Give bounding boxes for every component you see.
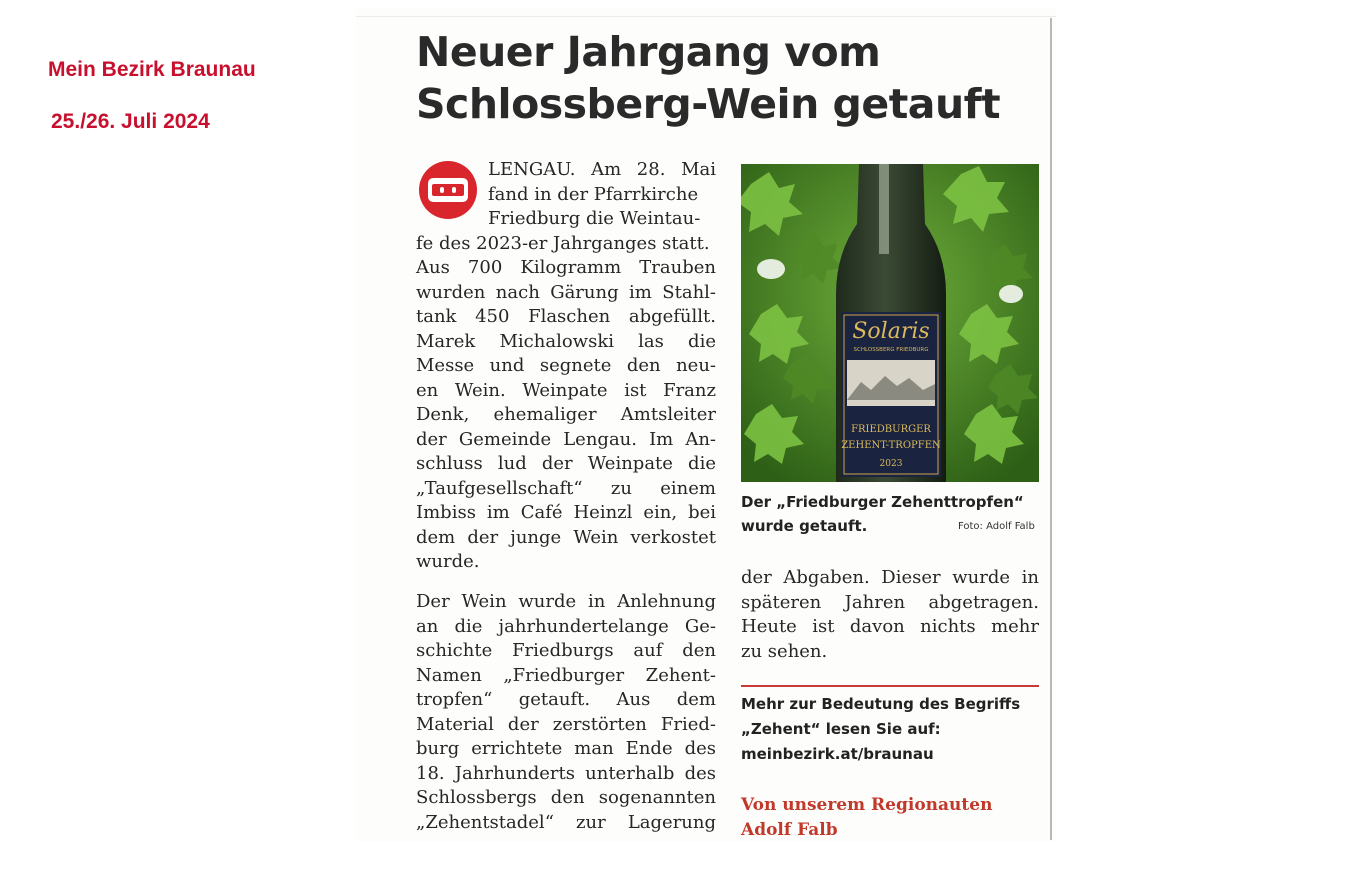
body-line: Messe und segnete den neu- [416, 355, 716, 376]
caption-line: wurde getauft. [741, 517, 868, 535]
body-line: an die jahrhundertelange Ge- [416, 615, 716, 637]
source-name: Mein Bezirk Braunau [48, 58, 256, 81]
body-line: fand in der Pfarrkirche [488, 183, 699, 205]
article-body-intro [488, 158, 716, 232]
body-line: tropfen“ getauft. Aus dem [416, 689, 716, 710]
more-info-box [741, 692, 1039, 767]
bottle-label-year: 2023 [879, 459, 903, 469]
article-author [741, 793, 1039, 843]
body-line: Namen „Friedburger Zehent- [416, 664, 716, 686]
bottle-label-line1: FRIEDBURGER [851, 424, 931, 435]
source-date: 25./26. Juli 2024 [51, 110, 210, 133]
body-line: Imbiss im Café Heinzl ein, bei [416, 502, 716, 523]
body-line: fe des 2023-er Jahrganges statt. [416, 232, 710, 254]
infobox-divider [741, 685, 1039, 687]
body-line: dem der junge Wein verkostet [416, 526, 716, 548]
article-body-continuation [741, 566, 1039, 664]
bottle-label-brand: Solaris [852, 319, 930, 344]
article-body-intro-end [416, 232, 716, 257]
headline-line: Schlossberg-Wein getauft [416, 80, 1001, 128]
body-line: wurde. [416, 551, 480, 572]
body-line: wurden nach Gärung im Stahl- [416, 281, 716, 303]
infobox-line: Mehr zur Bedeutung des Begriffs [741, 695, 1021, 713]
wine-bottle-photo [741, 164, 1039, 482]
author-name: Adolf Falb [741, 820, 838, 840]
body-line: der Gemeinde Lengau. Im An- [416, 428, 716, 450]
infobox-line: „Zehent“ lesen Sie auf: [741, 720, 941, 738]
body-line: en Wein. Weinpate ist Franz [416, 379, 716, 401]
clipping-top-edge [356, 16, 1056, 17]
body-line: schichte Friedburgs auf den [416, 640, 716, 661]
body-line: zu sehen. [741, 640, 828, 662]
body-line: Denk, ehemaliger Amtsleiter [416, 404, 716, 425]
body-line: „Zehentstadel“ zur Lagerung [416, 811, 716, 833]
article-headline [416, 26, 1046, 130]
bottle-label-sub: SCHLOSSBERG FRIEDBURG [853, 347, 929, 353]
body-line: schluss lud der Weinpate die [416, 453, 716, 474]
body-line: Heute ist davon nichts mehr [741, 616, 1039, 637]
article-body-second-paragraph [416, 590, 716, 835]
bottle-label-line2: ZEHENT-TROPFEN [841, 440, 941, 451]
body-line: Aus 700 Kilogramm Trauben [416, 257, 716, 278]
body-line: burg errichtete man Ende des [416, 738, 716, 759]
body-line: Marek Michalowski las die [416, 330, 716, 352]
caption-line: Der „Friedburger Zehenttropfen“ [741, 493, 1024, 511]
headline-line: Neuer Jahrgang vom [416, 28, 881, 76]
body-line: Der Wein wurde in Anlehnung [416, 591, 716, 612]
body-line: Schlossbergs den sogenannten [416, 787, 716, 808]
photo-credit: Foto: Adolf Falb [958, 521, 1035, 532]
body-line: der Abgaben. Dieser wurde in [741, 567, 1039, 588]
body-line: 18. Jahrhunderts unterhalb des [416, 762, 716, 784]
meinbezirk-logo-icon [416, 158, 480, 222]
column-divider [1050, 18, 1052, 840]
body-line: Friedburg die Weintau- [488, 208, 701, 229]
body-line: tank 450 Flaschen abgefüllt. [416, 306, 716, 327]
body-line: späteren Jahren abgetragen. [741, 591, 1039, 613]
body-line: Material der zerstörten Fried- [416, 713, 716, 735]
author-line: Von unserem Regionauten [741, 795, 993, 815]
article-body-first-paragraph [416, 256, 716, 575]
body-line: LENGAU. Am 28. Mai [488, 159, 716, 180]
infobox-link: meinbezirk.at/braunau [741, 745, 934, 763]
body-line: „Taufgesellschaft“ zu einem [416, 477, 716, 499]
